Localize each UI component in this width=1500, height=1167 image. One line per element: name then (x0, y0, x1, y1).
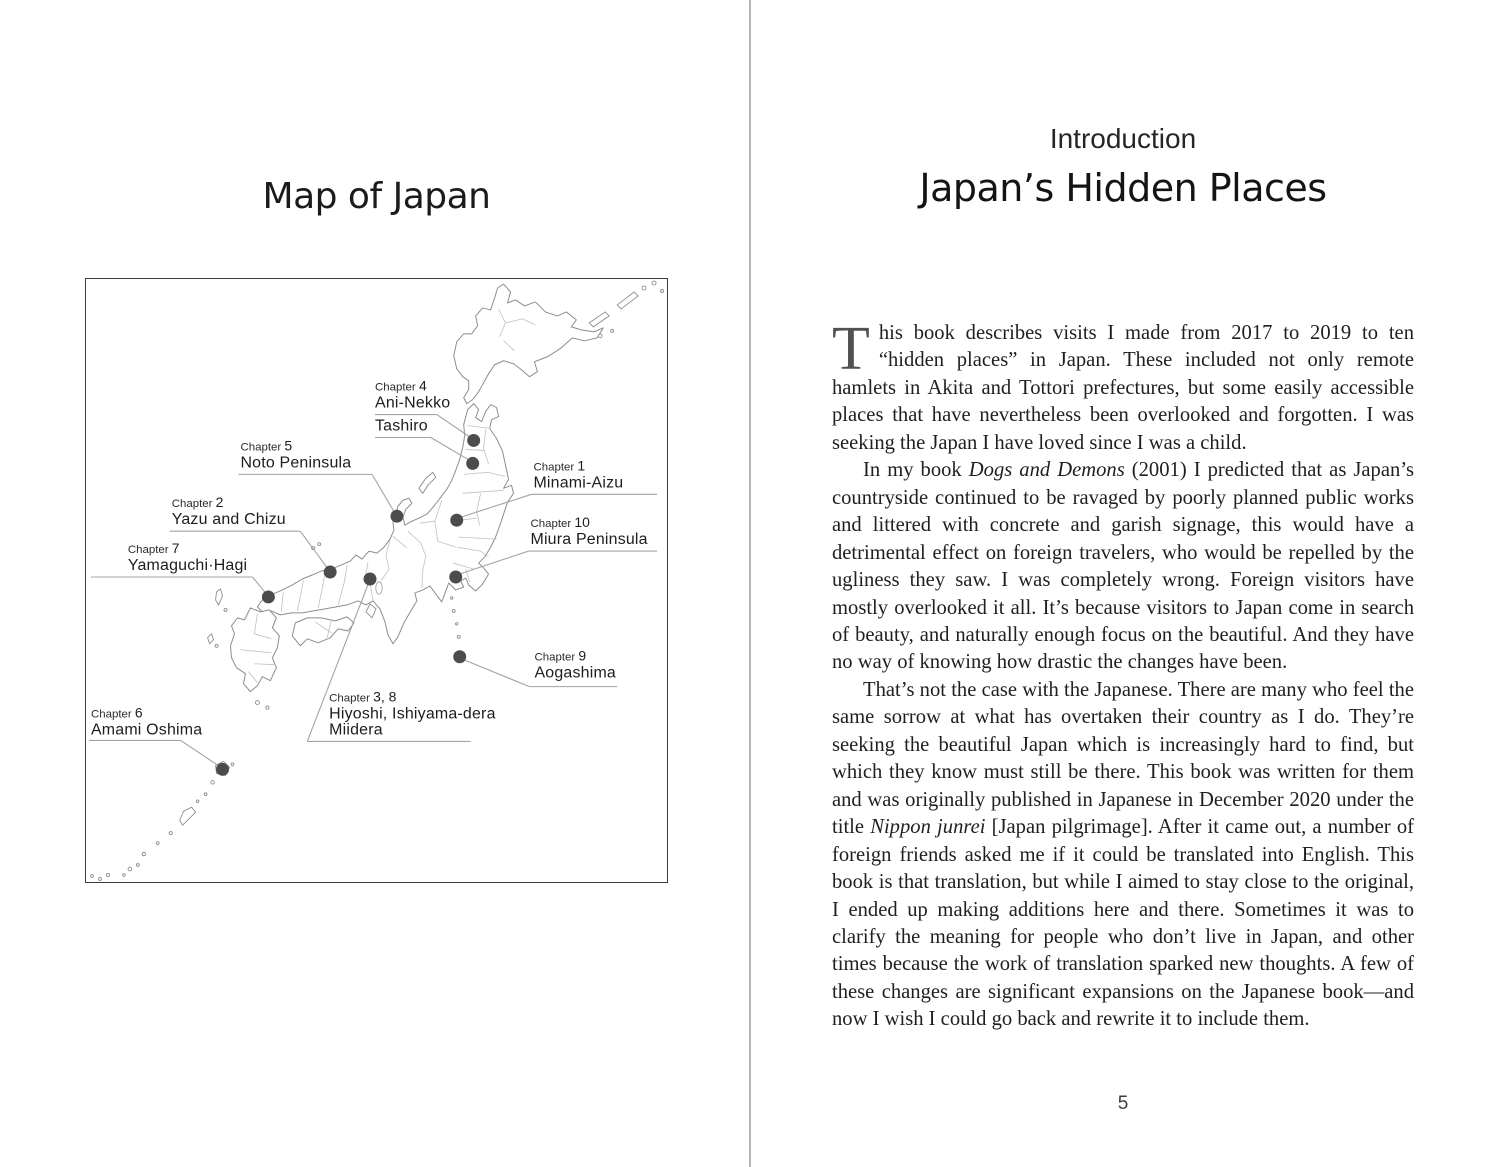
marker-location-dot (324, 566, 337, 579)
marker-location-dot (449, 571, 462, 584)
left-page (0, 0, 749, 1167)
map-marker (453, 648, 617, 687)
map-marker (238, 437, 403, 522)
marker-chapter-label: Chapter 2 (171, 494, 224, 511)
body-paragraph (832, 677, 1414, 1034)
intro-title: Japan’s Hidden Places (919, 166, 1327, 210)
marker-chapter-label: Chapter 9 (534, 647, 587, 664)
marker-chapter-label: Chapter 10 (530, 514, 590, 531)
page-number: 5 (1117, 1093, 1129, 1114)
map-marker (91, 540, 275, 603)
marker-chapter-label: Chapter 5 (240, 437, 293, 454)
drop-cap: T (832, 315, 870, 383)
marker-leader-line (464, 660, 530, 687)
marker-chapter-label: Chapter 4 (375, 377, 427, 394)
body-paragraph (832, 315, 1414, 457)
map-markers (89, 378, 657, 776)
marker-chapter-label: Chapter 6 (90, 704, 143, 721)
marker-leader-line (300, 531, 328, 569)
map-figure (85, 278, 668, 883)
marker-place-label: Yazu and Chizu (171, 511, 286, 529)
marker-location-dot (467, 434, 480, 447)
marker-location-dot (466, 457, 479, 470)
marker-location-dot (216, 763, 229, 776)
marker-place-label: Noto Peninsula (240, 454, 352, 472)
japan-map-svg (86, 279, 667, 882)
marker-place-label: Aogashima (534, 664, 616, 682)
marker-chapter-label: Chapter 3, 8 (329, 688, 397, 705)
marker-leader-line (372, 474, 395, 513)
marker-place-label: Hiyoshi, Ishiyama-dera (329, 705, 496, 723)
text-run: That’s not the case with the Japanese. There are many who feel the same sorrow at what has overtaken their country as I do. They’re seeking the beautiful Japan which is increasingly hard to find, but which they know must still be there. This book was written for them and was originally published in Japanese in December 2020 under the title (832, 678, 1414, 839)
coastline (91, 281, 664, 880)
map-title: Map of Japan (262, 176, 491, 217)
marker-place-label: Tashiro (375, 417, 428, 435)
marker-chapter-label: Chapter 1 (533, 457, 586, 474)
text-run: In my book (863, 459, 969, 482)
italic-text: Nippon junrei (870, 816, 986, 839)
marker-place-label: Miidera (329, 721, 383, 739)
italic-text: Dogs and Demons (968, 459, 1125, 482)
marker-place-label: Miura Peninsula (530, 531, 648, 549)
marker-leader-line (252, 577, 266, 594)
marker-place-label: Yamaguchi·Hagi (127, 557, 248, 575)
marker-chapter-label: Chapter 7 (127, 540, 180, 557)
marker-location-dot (262, 590, 275, 603)
map-marker (89, 705, 229, 776)
marker-place-label: Ani-Nekko (375, 394, 451, 412)
marker-leader-line (181, 740, 220, 766)
marker-place-label: Minami-Aizu (533, 474, 624, 492)
text-run: (2001) I predicted that as Japan’s countryside continued to be ravaged by poorly planned public works and littered with concrete and garish signage, this would have a detrimental effect on foreign travelers, who would be repelled by the ugliness they saw. I was completely wrong. Foreign visitors have mostly overlooked it all. It’s because visitors to Japan come in search of beauty, and naturally enough focus on the beautiful. And they have no way of knowing how drastic the changes have been. (832, 459, 1414, 674)
text-run: his book describes visits I made from 2017 to 2019 to ten “hidden places” in Japan. These included not only remote hamlets in Akita and Tottori prefectures, but some easily accessible places that have nevertheless been overlooked and forgotten. I was seeking the Japan I have loved since I was a child. (832, 322, 1414, 454)
marker-location-dot (453, 650, 466, 663)
intro-body (832, 315, 1414, 1034)
marker-location-dot (390, 510, 403, 523)
intro-kicker: Introduction (1049, 123, 1197, 154)
marker-location-dot (450, 514, 463, 527)
marker-place-label: Amami Oshima (90, 721, 203, 739)
text-run: [Japan pilgrimage]. After it came out, a number of foreign friends asked me if it could be translated into English. This book is that translation, but while I aimed to stay close to the original, I ended up making additions here and there. Sometimes it was to clarify the meaning for people who don’t live in Japan, and other times because the work of translation sparked new thoughts. A few of these changes are significant expansions on the Japanese book—and now I wish I could go back and rewrite it to include them. (832, 816, 1414, 1031)
marker-location-dot (364, 573, 377, 586)
body-paragraph (832, 457, 1414, 677)
